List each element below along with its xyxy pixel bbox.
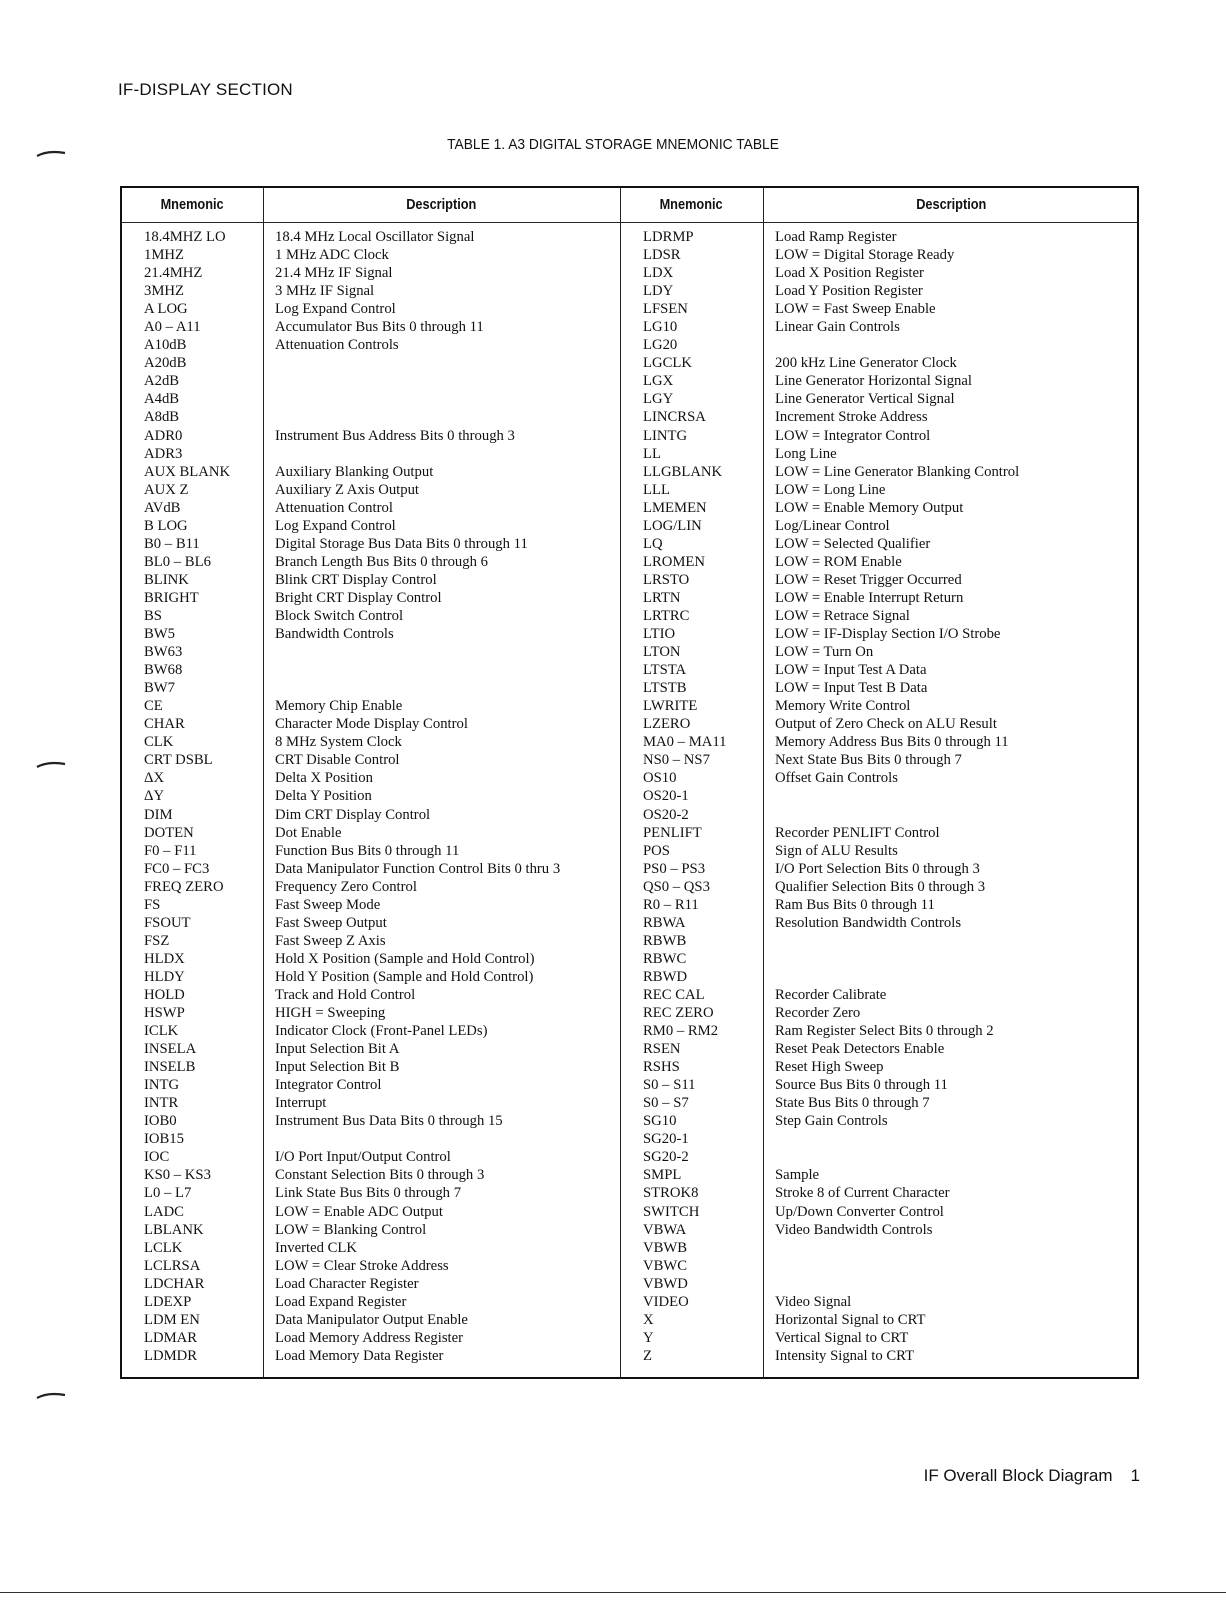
table-cell — [275, 372, 560, 390]
table-cell: Delta X Position — [275, 770, 373, 787]
table-cell: LOW = Input Test B Data — [775, 680, 928, 697]
table-cell: SG20-2 — [643, 1149, 689, 1166]
table-cell: S0 – S11 — [643, 1077, 696, 1094]
table-cell — [275, 408, 560, 426]
table-cell: A2dB — [144, 373, 180, 390]
table-cell: INSELB — [144, 1059, 196, 1076]
table-cell: LOW = Input Test A Data — [775, 662, 927, 679]
table-cell — [775, 1257, 1019, 1275]
table-cell: BW5 — [144, 626, 176, 643]
table-cell: LMEMEN — [643, 499, 707, 516]
table-cell: REC ZERO — [643, 1005, 714, 1022]
table-cell: LDM EN — [144, 1311, 200, 1328]
table-cell: Video Signal — [775, 1293, 852, 1310]
table-cell: Auxiliary Z Axis Output — [275, 481, 420, 498]
table-cell: A20dB — [144, 355, 187, 372]
table-cell: Reset High Sweep — [775, 1059, 884, 1076]
column-header-description-right: Description — [915, 196, 987, 213]
table-cell: LCLRSA — [144, 1257, 201, 1274]
left-description-column — [275, 228, 560, 1365]
table-cell: CE — [144, 698, 163, 715]
table-cell: A10dB — [144, 337, 187, 354]
header-rule — [122, 222, 1137, 223]
table-cell: Z — [643, 1347, 652, 1364]
table-cell — [275, 1130, 560, 1148]
table-cell — [275, 643, 560, 661]
table-cell: LRSTO — [643, 571, 690, 588]
table-cell: Long Line — [775, 445, 837, 462]
table-cell: LGY — [643, 391, 674, 408]
margin-mark-bottom — [36, 1390, 66, 1400]
table-cell: INTR — [144, 1095, 179, 1112]
table-cell: LTIO — [643, 626, 676, 643]
table-cell: Accumulator Bus Bits 0 through 11 — [275, 319, 484, 336]
table-cell: BL0 – BL6 — [144, 553, 211, 570]
table-cell: LOW = Line Generator Blanking Control — [775, 463, 1020, 480]
table-cell: PS0 – PS3 — [643, 860, 706, 877]
table-cell: 3MHZ — [144, 283, 184, 300]
table-cell: LOW = Enable Memory Output — [775, 499, 964, 516]
table-cell: Sample — [775, 1167, 820, 1184]
table-cell: R0 – R11 — [643, 896, 699, 913]
table-cell: Load X Position Register — [775, 265, 924, 282]
table-cell: Inverted CLK — [275, 1239, 357, 1256]
table-cell: LGX — [643, 373, 674, 390]
table-cell: RSEN — [643, 1041, 681, 1058]
table-cell: Line Generator Vertical Signal — [775, 391, 955, 408]
table-cell — [775, 336, 1019, 354]
table-cell: Qualifier Selection Bits 0 through 3 — [775, 878, 986, 895]
table-cell: B LOG — [144, 517, 188, 534]
right-mnemonic-column — [643, 228, 727, 1365]
table-cell: CHAR — [144, 716, 185, 733]
table-cell: AVdB — [144, 499, 181, 516]
table-cell: F0 – F11 — [144, 842, 197, 859]
table-cell: AUX Z — [144, 481, 189, 498]
footer-title: IF Overall Block Diagram — [923, 1466, 1113, 1485]
table-cell: 1 MHz ADC Clock — [275, 247, 389, 264]
table-cell: BW63 — [144, 644, 183, 661]
column-divider — [763, 188, 764, 1377]
table-cell: Bandwidth Controls — [275, 626, 394, 643]
table-cell — [775, 1275, 1019, 1293]
table-cell: Load Memory Address Register — [275, 1329, 464, 1346]
table-cell: Data Manipulator Output Enable — [275, 1311, 468, 1328]
table-cell: HIGH = Sweeping — [275, 1005, 386, 1022]
table-cell: BRIGHT — [144, 589, 199, 606]
table-cell — [275, 354, 560, 372]
table-cell: LINCRSA — [643, 409, 706, 426]
table-cell: ADR3 — [144, 445, 183, 462]
table-cell: Log Expand Control — [275, 301, 396, 318]
column-divider — [263, 188, 264, 1377]
table-cell: LOW = Clear Stroke Address — [275, 1257, 449, 1274]
table-cell: LRTRC — [643, 607, 690, 624]
table-cell: ΔX — [144, 770, 165, 787]
table-cell: LOW = Enable ADC Output — [275, 1203, 443, 1220]
table-cell: Hold X Position (Sample and Hold Control) — [275, 950, 535, 967]
table-cell: Sign of ALU Results — [775, 842, 898, 859]
table-cell: LWRITE — [643, 698, 698, 715]
table-cell: FC0 – FC3 — [144, 860, 210, 877]
table-cell: Load Y Position Register — [775, 283, 923, 300]
table-cell: 18.4MHZ LO — [144, 229, 226, 245]
table-cell: Character Mode Display Control — [275, 716, 468, 733]
table-cell: Interrupt — [275, 1095, 327, 1112]
table-cell: LOW = Enable Interrupt Return — [775, 589, 964, 606]
column-header-mnemonic-right: Mnemonic — [659, 196, 724, 213]
table-cell: Load Memory Data Register — [275, 1347, 444, 1364]
table-cell: 200 kHz Line Generator Clock — [775, 355, 957, 372]
table-cell: Load Character Register — [275, 1275, 419, 1292]
table-cell: LOW = Digital Storage Ready — [775, 247, 955, 264]
table-cell: DIM — [144, 806, 173, 823]
table-cell: Auxiliary Blanking Output — [275, 463, 434, 480]
table-cell: Ram Register Select Bits 0 through 2 — [775, 1023, 994, 1040]
table-cell: L0 – L7 — [144, 1185, 192, 1202]
table-cell — [275, 390, 560, 408]
table-cell: FSZ — [144, 932, 170, 949]
table-cell: Horizontal Signal to CRT — [775, 1311, 926, 1328]
table-cell: IOC — [144, 1149, 170, 1166]
table-cell: Track and Hold Control — [275, 986, 416, 1003]
table-cell: MA0 – MA11 — [643, 734, 727, 751]
table-cell: VBWD — [643, 1275, 688, 1292]
table-cell: Constant Selection Bits 0 through 3 — [275, 1167, 485, 1184]
table-cell: LOW = Integrator Control — [775, 427, 931, 444]
table-cell: LZERO — [643, 716, 691, 733]
table-cell — [275, 445, 560, 463]
table-cell: RBWC — [643, 950, 687, 967]
table-cell: 18.4 MHz Local Oscillator Signal — [275, 229, 475, 245]
table-cell: POS — [643, 842, 670, 859]
table-cell: HOLD — [144, 986, 185, 1003]
table-cell: Frequency Zero Control — [275, 878, 417, 895]
table-cell: 3 MHz IF Signal — [275, 283, 375, 300]
table-cell: 21.4MHZ — [144, 265, 203, 282]
table-cell: LL — [643, 445, 661, 462]
table-cell: RBWD — [643, 968, 688, 985]
table-cell: Resolution Bandwidth Controls — [775, 914, 962, 931]
table-cell: LDMAR — [144, 1329, 198, 1346]
table-cell: ΔY — [144, 788, 165, 805]
table-cell: AUX BLANK — [144, 463, 231, 480]
table-cell: LOW = Long Line — [775, 481, 886, 498]
table-cell: LCLK — [144, 1239, 183, 1256]
table-cell: Video Bandwidth Controls — [775, 1221, 933, 1238]
table-cell: SWITCH — [643, 1203, 700, 1220]
table-cell: Linear Gain Controls — [775, 319, 900, 336]
table-cell: STROK8 — [643, 1185, 699, 1202]
table-cell — [775, 1148, 1019, 1166]
table-cell: Output of Zero Check on ALU Result — [775, 716, 997, 733]
table-cell: Hold Y Position (Sample and Hold Control) — [275, 968, 534, 985]
table-cell: LDSR — [643, 247, 681, 264]
table-cell: Indicator Clock (Front-Panel LEDs) — [275, 1023, 488, 1040]
table-cell: REC CAL — [643, 986, 705, 1003]
table-cell: OS20-1 — [643, 788, 689, 805]
table-cell: B0 – B11 — [144, 535, 200, 552]
table-cell: Dot Enable — [275, 824, 342, 841]
table-cell: A LOG — [144, 301, 188, 318]
table-cell: LDEXP — [144, 1293, 192, 1310]
table-cell: LGCLK — [643, 355, 692, 372]
table-cell: LLL — [643, 481, 670, 498]
table-cell: Blink CRT Display Control — [275, 571, 437, 588]
table-cell: LRTN — [643, 589, 681, 606]
table-cell: LOW = Turn On — [775, 644, 874, 661]
table-cell: Attenuation Controls — [275, 337, 399, 354]
table-cell: Instrument Bus Data Bits 0 through 15 — [275, 1113, 503, 1130]
column-header-description-left: Description — [406, 196, 477, 213]
table-cell: LINTG — [643, 427, 688, 444]
table-cell: LFSEN — [643, 301, 688, 318]
column-divider — [620, 188, 621, 1377]
table-cell: I/O Port Selection Bits 0 through 3 — [775, 860, 980, 877]
page-footer — [924, 1466, 1140, 1486]
table-cell: Next State Bus Bits 0 through 7 — [775, 752, 962, 769]
table-cell: Vertical Signal to CRT — [775, 1329, 909, 1346]
bottom-rule — [0, 1592, 1226, 1593]
table-cell: RSHS — [643, 1059, 680, 1076]
table-cell: LOW = Retrace Signal — [775, 607, 910, 624]
table-cell — [275, 661, 560, 679]
table-cell: VIDEO — [643, 1293, 689, 1310]
table-cell: LROMEN — [643, 553, 706, 570]
table-cell: VBWB — [643, 1239, 688, 1256]
table-cell: ICLK — [144, 1023, 179, 1040]
table-cell: BW68 — [144, 662, 183, 679]
table-cell: IOB0 — [144, 1113, 177, 1130]
margin-mark-top — [36, 148, 66, 158]
table-cell: S0 – S7 — [643, 1095, 689, 1112]
table-cell: Block Switch Control — [275, 607, 404, 624]
table-cell — [775, 806, 1019, 824]
table-cell: DOTEN — [144, 824, 194, 841]
table-cell: Ram Bus Bits 0 through 11 — [775, 896, 935, 913]
table-cell: SMPL — [643, 1167, 682, 1184]
table-cell: INTG — [144, 1077, 180, 1094]
table-cell: BLINK — [144, 571, 189, 588]
table-cell: X — [643, 1311, 654, 1328]
table-cell: Log Expand Control — [275, 517, 396, 534]
table-cell: LTSTB — [643, 680, 687, 697]
table-cell: BS — [144, 607, 162, 624]
table-cell: NS0 – NS7 — [643, 752, 710, 769]
table-cell: FS — [144, 896, 161, 913]
table-cell: Load Ramp Register — [775, 229, 897, 245]
table-cell: A8dB — [144, 409, 180, 426]
table-cell: QS0 – QS3 — [643, 878, 710, 895]
table-cell: HSWP — [144, 1005, 185, 1022]
table-cell: LADC — [144, 1203, 184, 1220]
table-cell: LDY — [643, 283, 674, 300]
table-cell: LQ — [643, 535, 663, 552]
table-cell: Digital Storage Bus Data Bits 0 through 11 — [275, 535, 528, 552]
table-cell: Source Bus Bits 0 through 11 — [775, 1077, 948, 1094]
table-cell: Input Selection Bit A — [275, 1041, 400, 1058]
table-cell: A4dB — [144, 391, 180, 408]
table-cell: Memory Address Bus Bits 0 through 11 — [775, 734, 1009, 751]
table-cell: Recorder Zero — [775, 1005, 861, 1022]
column-header-mnemonic-left: Mnemonic — [160, 196, 225, 213]
table-cell: Intensity Signal to CRT — [775, 1347, 915, 1364]
table-cell: LDRMP — [643, 229, 694, 245]
table-cell: Input Selection Bit B — [275, 1059, 400, 1076]
table-cell — [775, 950, 1019, 968]
table-cell: KS0 – KS3 — [144, 1167, 211, 1184]
table-cell: CLK — [144, 734, 174, 751]
table-cell: LOW = Blanking Control — [275, 1221, 427, 1238]
table-cell: Data Manipulator Function Control Bits 0 thru 3 — [275, 860, 561, 877]
table-cell: Bright CRT Display Control — [275, 589, 442, 606]
table-cell: LOW = Selected Qualifier — [775, 535, 931, 552]
table-cell: 8 MHz System Clock — [275, 734, 402, 751]
table-cell: VBWA — [643, 1221, 687, 1238]
table-cell: RBWA — [643, 914, 686, 931]
table-cell: PENLIFT — [643, 824, 702, 841]
table-cell: 1MHZ — [144, 247, 184, 264]
table-cell: Function Bus Bits 0 through 11 — [275, 842, 460, 859]
table-cell: CRT Disable Control — [275, 752, 400, 769]
table-cell: LOG/LIN — [643, 517, 702, 534]
page-number: 1 — [1130, 1466, 1140, 1485]
table-cell: LDMDR — [144, 1347, 198, 1364]
mnemonic-table — [120, 186, 1139, 1379]
table-cell: LLGBLANK — [643, 463, 723, 480]
table-cell: HLDX — [144, 950, 185, 967]
table-cell: CRT DSBL — [144, 752, 213, 769]
table-cell: State Bus Bits 0 through 7 — [775, 1095, 930, 1112]
table-cell: 21.4 MHz IF Signal — [275, 265, 393, 282]
table-cell: Fast Sweep Z Axis — [275, 932, 386, 949]
table-cell: Increment Stroke Address — [775, 409, 928, 426]
table-cell: Fast Sweep Output — [275, 914, 387, 931]
table-cell: LBLANK — [144, 1221, 204, 1238]
table-cell: Y — [643, 1329, 654, 1346]
table-cell: I/O Port Input/Output Control — [275, 1149, 451, 1166]
table-cell: Attenuation Control — [275, 499, 393, 516]
table-cell: Reset Peak Detectors Enable — [775, 1041, 945, 1058]
table-cell — [775, 787, 1019, 805]
table-cell: SG10 — [643, 1113, 677, 1130]
table-cell: Log/Linear Control — [775, 517, 890, 534]
table-cell: Fast Sweep Mode — [275, 896, 381, 913]
table-cell — [775, 932, 1019, 950]
section-header: IF-DISPLAY SECTION — [118, 80, 293, 99]
table-cell: Delta Y Position — [275, 788, 372, 805]
table-cell: Step Gain Controls — [775, 1113, 888, 1130]
table-cell: IOB15 — [144, 1131, 184, 1148]
left-mnemonic-column — [144, 228, 230, 1365]
table-cell: Recorder PENLIFT Control — [775, 824, 940, 841]
table-cell: A0 – A11 — [144, 319, 201, 336]
table-cell: Branch Length Bus Bits 0 through 6 — [275, 553, 488, 570]
table-cell: FREQ ZERO — [144, 878, 224, 895]
table-cell: LOW = Fast Sweep Enable — [775, 301, 936, 318]
table-cell: Offset Gain Controls — [775, 770, 898, 787]
table-cell: Recorder Calibrate — [775, 986, 887, 1003]
margin-mark-middle — [36, 759, 66, 769]
table-cell: RBWB — [643, 932, 687, 949]
table-cell: Stroke 8 of Current Character — [775, 1185, 950, 1202]
table-cell: LTSTA — [643, 662, 687, 679]
right-description-column — [775, 228, 1019, 1365]
table-cell: BW7 — [144, 680, 176, 697]
table-cell: Up/Down Converter Control — [775, 1203, 944, 1220]
table-title: TABLE 1. A3 DIGITAL STORAGE MNEMONIC TABLE — [447, 136, 779, 153]
table-cell: Instrument Bus Address Bits 0 through 3 — [275, 427, 515, 444]
table-cell: ADR0 — [144, 427, 183, 444]
table-cell: FSOUT — [144, 914, 191, 931]
table-cell: LG10 — [643, 319, 678, 336]
table-cell: VBWC — [643, 1257, 688, 1274]
table-cell: OS20-2 — [643, 806, 689, 823]
table-cell — [775, 968, 1019, 986]
table-cell — [775, 1239, 1019, 1257]
table-cell: OS10 — [643, 770, 677, 787]
table-cell: Memory Write Control — [775, 698, 911, 715]
table-cell: Load Expand Register — [275, 1293, 407, 1310]
table-cell — [775, 1130, 1019, 1148]
table-cell: LOW = ROM Enable — [775, 553, 902, 570]
table-cell: Integrator Control — [275, 1077, 382, 1094]
table-cell: Memory Chip Enable — [275, 698, 403, 715]
table-cell: Line Generator Horizontal Signal — [775, 373, 972, 390]
table-cell: LOW = IF-Display Section I/O Strobe — [775, 626, 1001, 643]
table-cell: LTON — [643, 644, 681, 661]
table-cell: LG20 — [643, 337, 678, 354]
table-cell: Dim CRT Display Control — [275, 806, 431, 823]
table-cell: HLDY — [144, 968, 185, 985]
table-cell: RM0 – RM2 — [643, 1023, 719, 1040]
table-cell: SG20-1 — [643, 1131, 689, 1148]
table-cell: INSELA — [144, 1041, 197, 1058]
table-cell: LOW = Reset Trigger Occurred — [775, 571, 962, 588]
table-cell: Link State Bus Bits 0 through 7 — [275, 1185, 462, 1202]
table-cell: LDCHAR — [144, 1275, 205, 1292]
table-cell — [275, 679, 560, 697]
table-cell: LDX — [643, 265, 674, 282]
